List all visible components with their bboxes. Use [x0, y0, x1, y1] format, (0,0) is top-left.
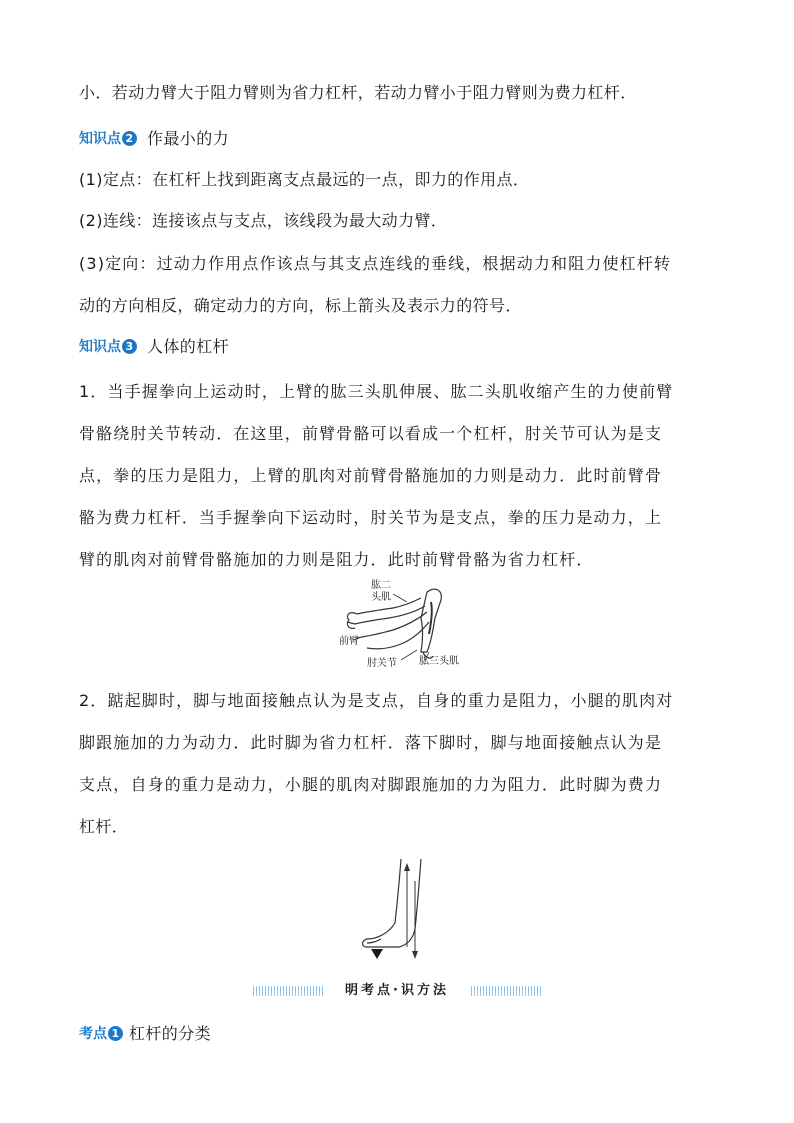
number-circle-icon: 2 — [122, 131, 137, 146]
section-heading-k2 — [79, 128, 729, 149]
tag-label: 考点 — [79, 1025, 107, 1042]
label-forearm: 前臂 — [339, 636, 359, 647]
tag-label: 知识点 — [79, 130, 121, 147]
number-circle-icon: 3 — [122, 339, 137, 354]
text-line: 1．当手握拳向上运动时，上臂的肱三头肌伸展、肱二头肌收缩产生的力使前臂 — [79, 382, 674, 401]
text-line: 支点，自身的重力是动力，小腿的肌肉对脚跟施加的力为阻力．此时脚为费力 — [79, 775, 663, 794]
fist-outline — [347, 613, 357, 629]
arm-lever-figure — [335, 578, 465, 670]
text-line: 骨骼绕肘关节转动．在这里，前臂骨骼可以看成一个杠杆，肘关节可认为是支 — [79, 424, 663, 443]
text-line: 杠杆． — [79, 817, 129, 836]
number-circle-icon: 1 — [108, 1026, 123, 1041]
label-triceps: 肱三头肌 — [419, 656, 459, 667]
fulcrum-triangle-icon — [371, 949, 383, 959]
text-line: (2)连线：连接该点与支点，该线段为最大动力臂． — [79, 211, 448, 230]
foot-lever-figure — [355, 855, 445, 965]
exam-point-tag — [79, 1023, 123, 1044]
tag-label: 知识点 — [79, 338, 121, 355]
section-heading-c1 — [79, 1023, 729, 1044]
leg-foot-outline — [363, 859, 422, 947]
divider-title: 明考点·识方法 — [345, 983, 449, 998]
section-title: 作最小的力 — [147, 128, 230, 148]
text-line: 脚跟施加的力为动力．此时脚为省力杠杆．落下脚时，脚与地面接触点认为是 — [79, 733, 663, 752]
text-line: 2．踮起脚时，脚与地面接触点认为是支点，自身的重力是阻力，小腿的肌肉对 — [79, 691, 674, 710]
label-elbow: 肘关节 — [367, 658, 397, 669]
divider-hatch-right — [471, 986, 541, 996]
section-title: 杠杆的分类 — [129, 1023, 212, 1043]
section-divider — [253, 983, 541, 999]
text-line: (3)定向：过动力作用点作该点与其支点连线的垂线，根据动力和阻力使杠杆转 — [79, 254, 672, 273]
text-line: 骼为费力杠杆．当手握拳向下运动时，肘关节为是支点，拳的压力是动力，上 — [79, 508, 663, 527]
label-biceps-line1: 肱二 — [371, 580, 391, 591]
text-line: 点，拳的压力是阻力，上臂的肌肉对前臂骨骼施加的力则是动力．此时前臂骨 — [79, 466, 663, 485]
text-line: 臂的肌肉对前臂骨骼施加的力则是阻力．此时前臂骨骼为省力杠杆． — [79, 550, 594, 569]
label-biceps-line2: 头肌 — [371, 592, 391, 603]
text-line: 动的方向相反，确定动力的方向，标上箭头及表示力的符号． — [79, 296, 522, 315]
section-heading-k3 — [79, 336, 729, 357]
section-title: 人体的杠杆 — [147, 336, 230, 356]
text-line: (1)定点：在杠杆上找到距离支点最远的一点，即力的作用点． — [79, 170, 530, 189]
knowledge-point-tag — [79, 336, 137, 357]
divider-hatch-left — [253, 986, 323, 996]
knowledge-point-tag — [79, 128, 137, 149]
text-line: 小．若动力臂大于阻力臂则为省力杠杆，若动力臂小于阻力臂则为费力杠杆． — [79, 83, 637, 102]
